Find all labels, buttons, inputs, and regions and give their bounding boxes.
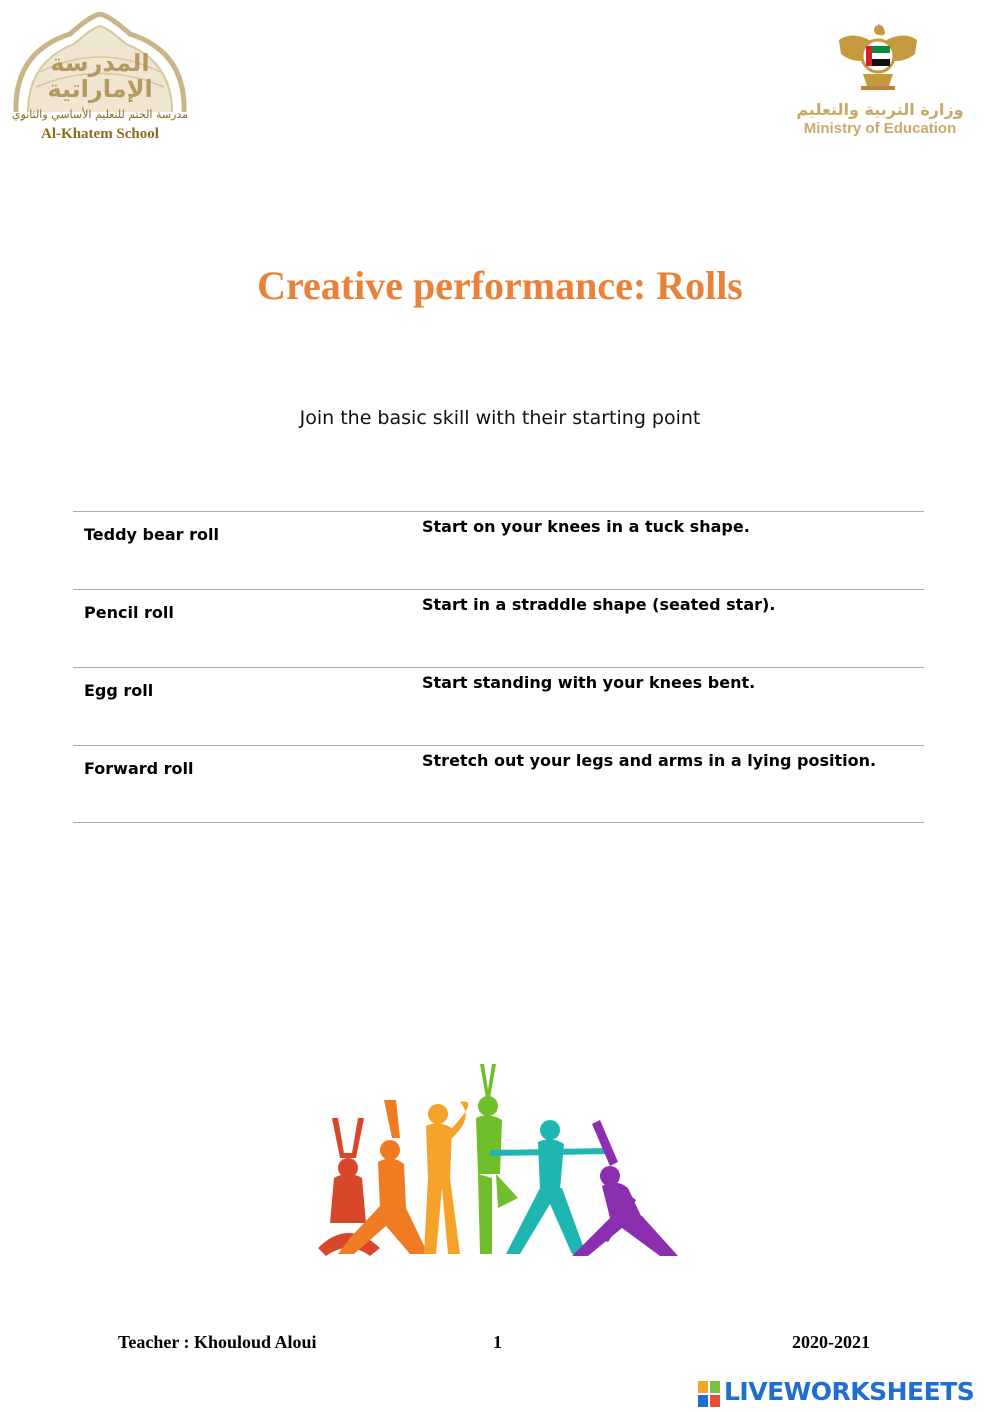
match-row xyxy=(73,745,924,823)
school-logo xyxy=(10,12,190,147)
liveworksheets-brand[interactable] xyxy=(698,1377,998,1411)
worksheet-title: Creative performance: Rolls xyxy=(257,263,743,308)
skill-label[interactable]: Teddy bear roll xyxy=(84,525,219,544)
ministry-arabic-name: وزارة التربية والتعليم xyxy=(796,100,964,119)
match-row xyxy=(73,511,924,589)
starting-point-label[interactable]: Start on your knees in a tuck shape. xyxy=(422,517,750,536)
match-row xyxy=(73,589,924,667)
instruction-text: Join the basic skill with their starting point xyxy=(299,407,701,429)
starting-point-label[interactable]: Start standing with your knees bent. xyxy=(422,673,756,692)
matching-table xyxy=(73,511,924,823)
footer-school-year: 2020-2021 xyxy=(792,1332,870,1352)
match-row xyxy=(73,667,924,745)
ministry-english-name: Ministry of Education xyxy=(803,120,957,137)
starting-point-label[interactable]: Stretch out your legs and arms in a lying position. xyxy=(422,751,877,770)
footer-page-number: 1 xyxy=(493,1332,502,1352)
liveworksheets-logo-icon xyxy=(698,1381,720,1407)
starting-point-label[interactable]: Start in a straddle shape (seated star). xyxy=(422,595,776,614)
liveworksheets-brand-text: LIVEWORKSHEETS xyxy=(724,1377,975,1406)
yoga-silhouettes-icon xyxy=(310,1058,685,1263)
falcon-emblem-icon xyxy=(833,20,923,92)
ministry-logo xyxy=(775,20,985,145)
school-arabic-title: المدرسة الإماراتية xyxy=(47,49,153,103)
school-arabic-subtitle: مدرسة الختم للتعليم الأساسي والثانوي xyxy=(11,108,189,121)
skill-label[interactable]: Forward roll xyxy=(84,759,194,778)
school-name: Al-Khatem School xyxy=(41,126,159,142)
skill-label[interactable]: Pencil roll xyxy=(84,603,174,622)
skill-label[interactable]: Egg roll xyxy=(84,681,154,700)
footer-teacher: Teacher : Khouloud Aloui xyxy=(118,1332,317,1352)
